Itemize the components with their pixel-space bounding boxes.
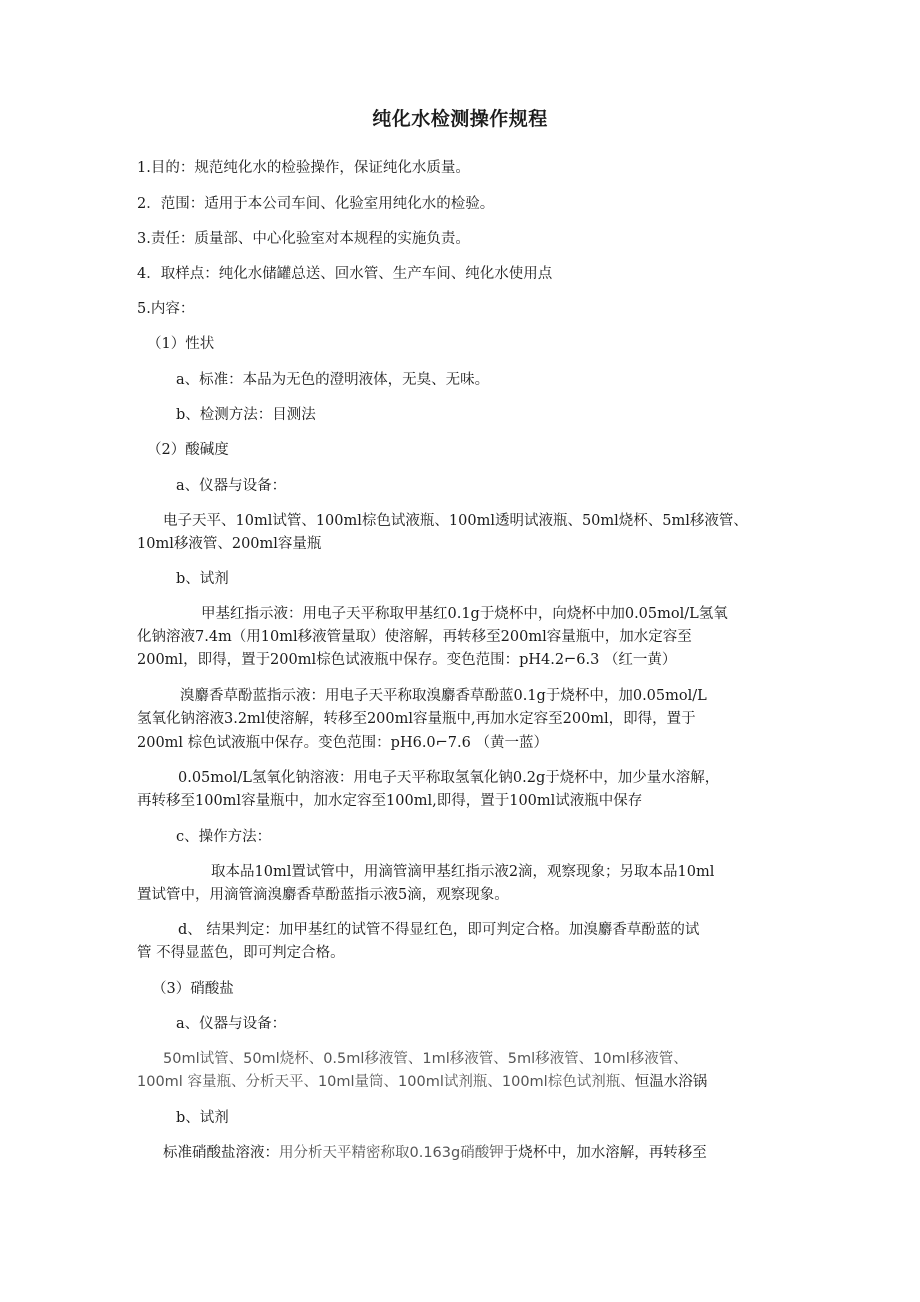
acidity-equipment-line-1: 电子天平、10ml试管、100ml棕色试液瓶、100ml透明试液瓶、50ml烧杯、5ml移液管、 (163, 513, 748, 529)
nitrate-standard-label: 标准硝酸盐溶液： (163, 1145, 279, 1161)
methyl-red-line-3: 200ml，即得，置于200ml棕色试液瓶中保存。变色范围：pH4.2⌐6.3 （红一黄） (137, 652, 677, 668)
section-sampling-points: 4．取样点：纯化水储罐总送、回水管、生产车间、纯化水使用点 (137, 266, 553, 282)
naoh-solution-line-1: 0.05mol/L氢氧化钠溶液：用电子天平称取氢氧化钠0.2g于烧杯中，加少量水溶解， (178, 770, 720, 786)
section-scope: 2．范围：适用于本公司车间、化验室用纯化水的检验。 (137, 196, 495, 212)
bromothymol-line-1: 溴麝香草酚蓝指示液：用电子天平称取溴麝香草酚蓝0.1g于烧杯中，加0.05mol/L (180, 688, 707, 704)
page-title: 纯化水检测操作规程 (372, 108, 548, 130)
acidity-equipment-line-2: 10ml移液管、200ml容量瓶 (137, 536, 322, 552)
nitrate-reagents-label: b、试剂 (176, 1110, 229, 1126)
appearance-method: b、检测方法：目测法 (176, 407, 316, 423)
section-purpose: 1.目的：规范纯化水的检验操作，保证纯化水质量。 (137, 160, 470, 176)
nitrate-standard-line-1 (163, 1143, 707, 1163)
nitrate-equipment-line-2 (137, 1072, 707, 1092)
nitrate-standard-weighing: 用分析天平精密称取0.163g硝酸钾 (279, 1145, 504, 1161)
methyl-red-line-2: 化钠溶液7.4m（用10ml移液管量取）使溶解，再转移至200ml容量瓶中，加水定容至 (137, 629, 692, 645)
acidity-method-line-2: 置试管中，用滴管滴溴麝香草酚蓝指示液5滴，观察现象。 (137, 887, 509, 903)
section-responsibility: 3.责任：质量部、中心化验室对本规程的实施负责。 (137, 231, 470, 247)
bromothymol-line-3: 200ml 棕色试液瓶中保存。变色范围：pH6.0⌐7.6 （黄一蓝） (137, 735, 548, 751)
methyl-red-line-1: 甲基红指示液：用电子天平称取甲基红0.1g于烧杯中，向烧杯中加0.05mol/L氢氧 (201, 606, 728, 622)
subsection-nitrate: （3）硝酸盐 (152, 981, 234, 997)
acidity-method-line-1: 取本品10ml置试管中，用滴管滴甲基红指示液2滴，观察现象；另取本品10ml (211, 864, 715, 880)
acidity-reagents-label: b、试剂 (176, 571, 229, 587)
acidity-judgement-line-1: d、 结果判定：加甲基红的试管不得显红色，即可判定合格。加溴麝香草酚蓝的试 (178, 922, 700, 938)
section-content: 5.内容： (137, 301, 195, 317)
acidity-method-label: c、操作方法： (176, 829, 272, 845)
subsection-acidity: （2）酸碱度 (147, 442, 229, 458)
nitrate-equipment-line-2-main: 100ml 容量瓶、分析天平、10ml量筒、100ml试剂瓶、100ml棕色试剂瓶、 (137, 1074, 635, 1090)
nitrate-equipment-water-bath: 恒温水浴锅 (634, 1074, 708, 1090)
nitrate-equipment-label: a、仪器与设备： (176, 1016, 287, 1032)
acidity-equipment-label: a、仪器与设备： (176, 478, 287, 494)
nitrate-standard-dissolve: 于烧杯中，加水溶解，再转移至 (503, 1145, 707, 1161)
naoh-solution-line-2: 再转移至100ml容量瓶中，加水定容至100ml,即得，置于100ml试液瓶中保存 (137, 793, 643, 809)
acidity-judgement-line-2: 管 不得显蓝色，即可判定合格。 (137, 945, 345, 961)
subsection-appearance: （1）性状 (147, 336, 215, 352)
bromothymol-line-2: 氢氧化钠溶液3.2ml使溶解，转移至200ml容量瓶中,再加水定容至200ml，即得，置于 (137, 711, 696, 727)
appearance-standard: a、标准：本品为无色的澄明液体，无臭、无味。 (176, 372, 490, 388)
nitrate-equipment-line-1: 50ml试管、50ml烧杯、0.5ml移液管、1ml移液管、5ml移液管、10ml移液管、 (163, 1051, 688, 1067)
